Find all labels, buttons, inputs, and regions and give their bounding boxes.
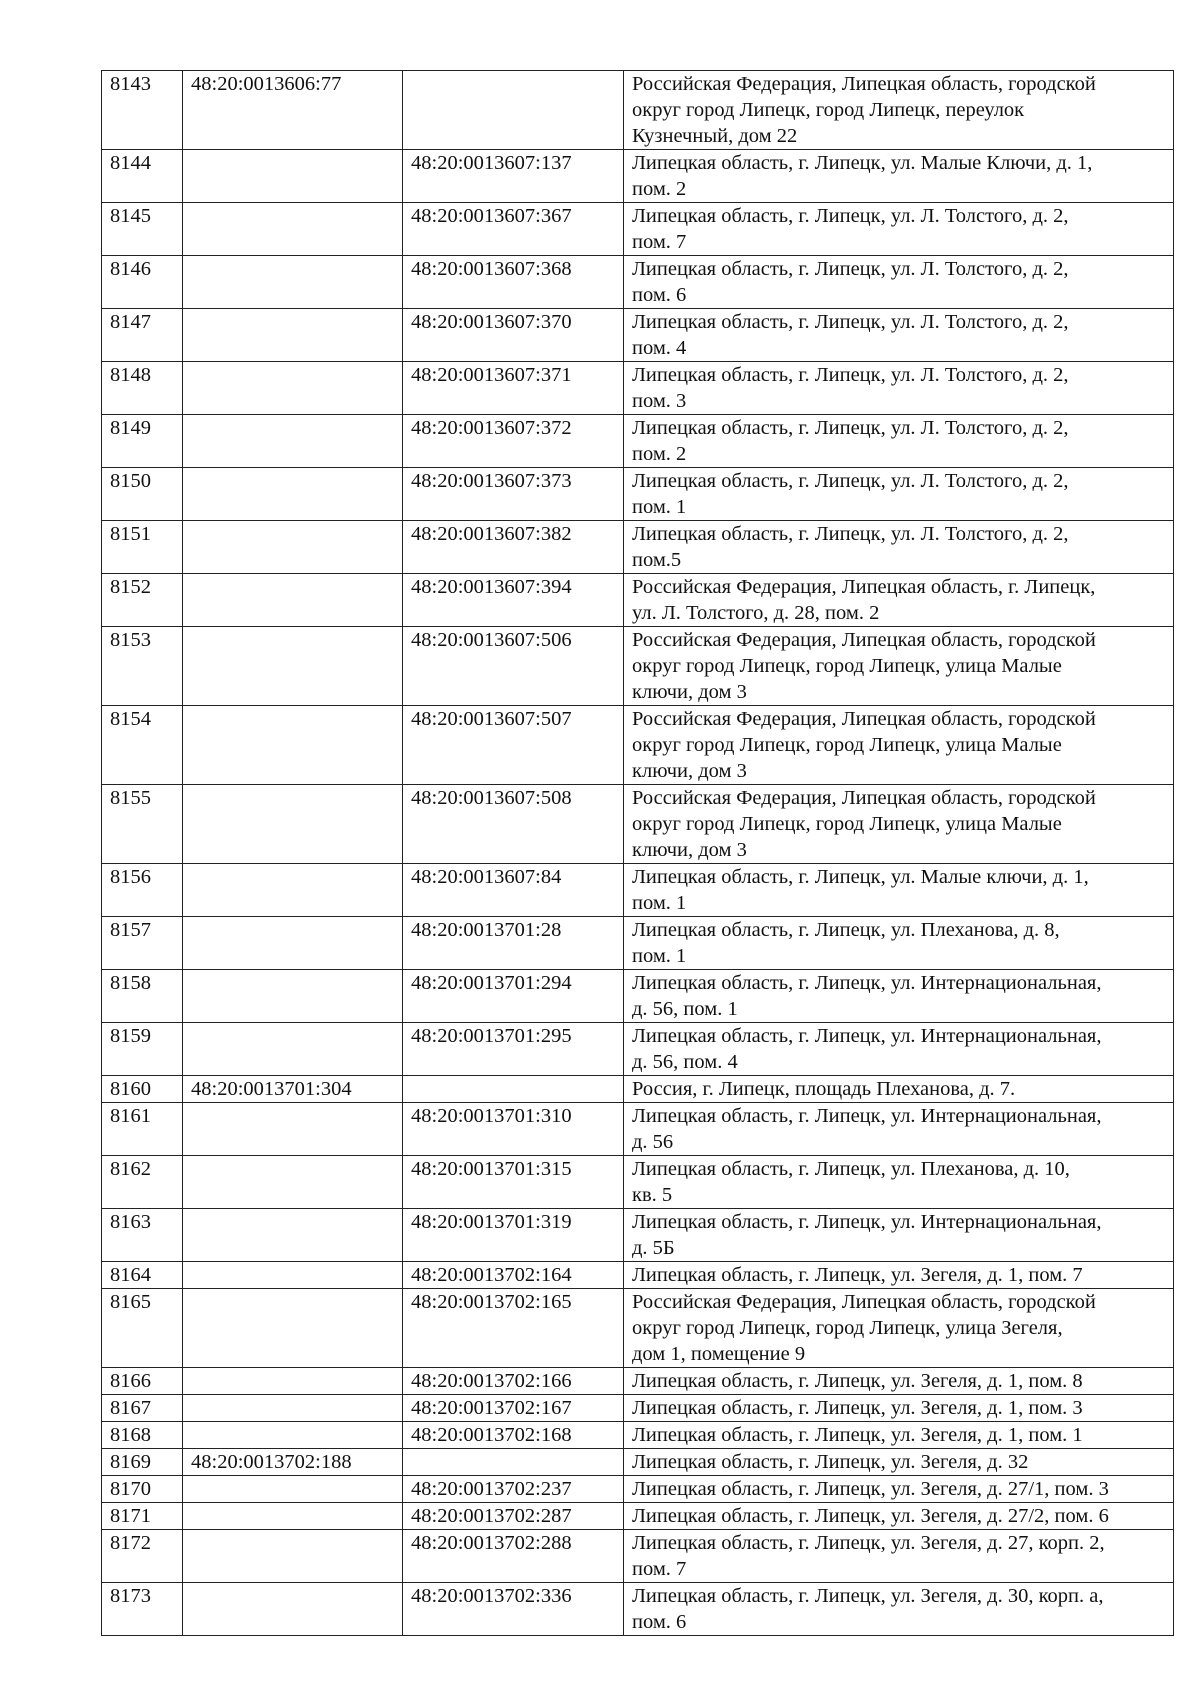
address-line: Липецкая область, г. Липецк, ул. Л. Толстого, д. 2,: [632, 311, 1069, 333]
land-parcel-cadastral-number: [183, 1476, 403, 1503]
address-line: округ город Липецк, город Липецк, улица Зегеля,: [632, 1317, 1063, 1339]
row-number: 8158: [102, 970, 183, 1023]
table-row: [102, 1395, 1174, 1422]
address-line: д. 56, пом. 1: [632, 998, 738, 1020]
address-cell: [624, 970, 1174, 1023]
row-number: 8150: [102, 468, 183, 521]
address-line: д. 56: [632, 1131, 674, 1153]
table-row: [102, 917, 1174, 970]
row-number: 8148: [102, 362, 183, 415]
row-number: 8155: [102, 785, 183, 864]
address-line: Липецкая область, г. Липецк, ул. Зегеля, д. 1, пом. 8: [632, 1370, 1083, 1392]
address-line: Российская Федерация, Липецкая область, г. Липецк,: [632, 576, 1096, 598]
object-cadastral-number: 48:20:0013701:28: [403, 917, 624, 970]
address-cell: [624, 1023, 1174, 1076]
land-parcel-cadastral-number: [183, 256, 403, 309]
table-row: [102, 1156, 1174, 1209]
address-line: Липецкая область, г. Липецк, ул. Интернациональная,: [632, 1211, 1102, 1233]
object-cadastral-number: [403, 71, 624, 150]
land-parcel-cadastral-number: [183, 1209, 403, 1262]
address-line: ключи, дом 3: [632, 839, 747, 861]
address-line: Липецкая область, г. Липецк, ул. Л. Толстого, д. 2,: [632, 523, 1069, 545]
row-number: 8161: [102, 1103, 183, 1156]
address-cell: [624, 1103, 1174, 1156]
address-line: Липецкая область, г. Липецк, ул. Интернациональная,: [632, 972, 1102, 994]
land-parcel-cadastral-number: 48:20:0013701:304: [183, 1076, 403, 1103]
table-row: [102, 362, 1174, 415]
address-line: Российская Федерация, Липецкая область, городской: [632, 73, 1096, 95]
address-cell: [624, 574, 1174, 627]
table-row: [102, 71, 1174, 150]
address-line: округ город Липецк, город Липецк, улица Малые: [632, 734, 1062, 756]
address-line: Кузнечный, дом 22: [632, 125, 798, 147]
row-number: 8162: [102, 1156, 183, 1209]
address-line: Липецкая область, г. Липецк, ул. Интернациональная,: [632, 1025, 1102, 1047]
row-number: 8160: [102, 1076, 183, 1103]
address-line: кв. 5: [632, 1184, 673, 1206]
table-row: [102, 1530, 1174, 1583]
address-cell: [624, 1156, 1174, 1209]
land-parcel-cadastral-number: [183, 150, 403, 203]
address-cell: [624, 785, 1174, 864]
row-number: 8151: [102, 521, 183, 574]
land-parcel-cadastral-number: [183, 521, 403, 574]
table-row: [102, 706, 1174, 785]
address-line: Липецкая область, г. Липецк, ул. Интернациональная,: [632, 1105, 1102, 1127]
object-cadastral-number: 48:20:0013607:394: [403, 574, 624, 627]
address-cell: [624, 150, 1174, 203]
object-cadastral-number: [403, 1449, 624, 1476]
address-line: Липецкая область, г. Липецк, ул. Л. Толстого, д. 2,: [632, 417, 1069, 439]
object-cadastral-number: 48:20:0013702:166: [403, 1368, 624, 1395]
land-parcel-cadastral-number: 48:20:0013606:77: [183, 71, 403, 150]
row-number: 8171: [102, 1503, 183, 1530]
address-line: пом.5: [632, 549, 682, 571]
land-parcel-cadastral-number: [183, 1422, 403, 1449]
land-parcel-cadastral-number: [183, 706, 403, 785]
table-row: [102, 1023, 1174, 1076]
object-cadastral-number: 48:20:0013607:84: [403, 864, 624, 917]
address-line: пом. 1: [632, 892, 687, 914]
row-number: 8143: [102, 71, 183, 150]
row-number: 8168: [102, 1422, 183, 1449]
land-parcel-cadastral-number: [183, 785, 403, 864]
address-line: округ город Липецк, город Липецк, улица Малые: [632, 813, 1062, 835]
land-parcel-cadastral-number: [183, 1368, 403, 1395]
row-number: 8149: [102, 415, 183, 468]
object-cadastral-number: 48:20:0013607:507: [403, 706, 624, 785]
object-cadastral-number: 48:20:0013702:165: [403, 1289, 624, 1368]
object-cadastral-number: 48:20:0013607:508: [403, 785, 624, 864]
address-line: Липецкая область, г. Липецк, ул. Зегеля, д. 32: [632, 1451, 1029, 1473]
address-line: Липецкая область, г. Липецк, ул. Зегеля, д. 27, корп. 2,: [632, 1532, 1105, 1554]
address-cell: [624, 627, 1174, 706]
address-line: ул. Л. Толстого, д. 28, пом. 2: [632, 602, 880, 624]
land-parcel-cadastral-number: [183, 574, 403, 627]
address-line: пом. 1: [632, 496, 687, 518]
address-cell: [624, 71, 1174, 150]
address-line: Российская Федерация, Липецкая область, городской: [632, 787, 1096, 809]
address-line: Липецкая область, г. Липецк, ул. Л. Толстого, д. 2,: [632, 205, 1069, 227]
table-row: [102, 309, 1174, 362]
address-cell: [624, 256, 1174, 309]
object-cadastral-number: [403, 1076, 624, 1103]
object-cadastral-number: 48:20:0013702:164: [403, 1262, 624, 1289]
address-cell: [624, 1449, 1174, 1476]
address-line: дом 1, помещение 9: [632, 1343, 806, 1365]
address-line: Липецкая область, г. Липецк, ул. Зегеля, д. 1, пом. 3: [632, 1397, 1083, 1419]
object-cadastral-number: 48:20:0013607:382: [403, 521, 624, 574]
object-cadastral-number: 48:20:0013701:294: [403, 970, 624, 1023]
land-parcel-cadastral-number: [183, 309, 403, 362]
address-cell: [624, 1422, 1174, 1449]
row-number: 8167: [102, 1395, 183, 1422]
object-cadastral-number: 48:20:0013702:287: [403, 1503, 624, 1530]
object-cadastral-number: 48:20:0013607:506: [403, 627, 624, 706]
object-cadastral-number: 48:20:0013607:367: [403, 203, 624, 256]
address-cell: [624, 1262, 1174, 1289]
address-line: Липецкая область, г. Липецк, ул. Зегеля, д. 1, пом. 7: [632, 1264, 1083, 1286]
row-number: 8147: [102, 309, 183, 362]
object-cadastral-number: 48:20:0013701:315: [403, 1156, 624, 1209]
address-line: Липецкая область, г. Липецк, ул. Зегеля, д. 27/1, пом. 3: [632, 1478, 1109, 1500]
address-cell: [624, 917, 1174, 970]
address-cell: [624, 1395, 1174, 1422]
table-row: [102, 203, 1174, 256]
land-parcel-cadastral-number: [183, 362, 403, 415]
object-cadastral-number: 48:20:0013607:137: [403, 150, 624, 203]
address-line: пом. 6: [632, 284, 687, 306]
object-cadastral-number: 48:20:0013702:288: [403, 1530, 624, 1583]
address-line: пом. 1: [632, 945, 687, 967]
object-cadastral-number: 48:20:0013701:310: [403, 1103, 624, 1156]
address-line: Липецкая область, г. Липецк, ул. Л. Толстого, д. 2,: [632, 258, 1069, 280]
object-cadastral-number: 48:20:0013701:295: [403, 1023, 624, 1076]
table-row: [102, 521, 1174, 574]
row-number: 8145: [102, 203, 183, 256]
address-line: Липецкая область, г. Липецк, ул. Зегеля, д. 27/2, пом. 6: [632, 1505, 1109, 1527]
table-row: [102, 1583, 1174, 1636]
row-number: 8163: [102, 1209, 183, 1262]
table-row: [102, 1449, 1174, 1476]
object-cadastral-number: 48:20:0013702:168: [403, 1422, 624, 1449]
object-cadastral-number: 48:20:0013702:336: [403, 1583, 624, 1636]
object-cadastral-number: 48:20:0013702:237: [403, 1476, 624, 1503]
address-cell: [624, 468, 1174, 521]
row-number: 8154: [102, 706, 183, 785]
land-parcel-cadastral-number: [183, 970, 403, 1023]
address-line: Российская Федерация, Липецкая область, городской: [632, 708, 1096, 730]
address-line: Липецкая область, г. Липецк, ул. Плеханова, д. 8,: [632, 919, 1060, 941]
table-row: [102, 1262, 1174, 1289]
row-number: 8169: [102, 1449, 183, 1476]
address-cell: [624, 309, 1174, 362]
row-number: 8144: [102, 150, 183, 203]
address-cell: [624, 706, 1174, 785]
table-row: [102, 1422, 1174, 1449]
address-cell: [624, 203, 1174, 256]
address-line: пом. 2: [632, 443, 687, 465]
table-row: [102, 1103, 1174, 1156]
row-number: 8172: [102, 1530, 183, 1583]
land-parcel-cadastral-number: [183, 1262, 403, 1289]
address-line: ключи, дом 3: [632, 681, 747, 703]
address-line: Россия, г. Липецк, площадь Плеханова, д. 7.: [632, 1078, 1016, 1100]
address-line: Липецкая область, г. Липецк, ул. Малые ключи, д. 1,: [632, 866, 1089, 888]
row-number: 8153: [102, 627, 183, 706]
address-cell: [624, 362, 1174, 415]
address-cell: [624, 521, 1174, 574]
address-cell: [624, 1503, 1174, 1530]
land-parcel-cadastral-number: [183, 1530, 403, 1583]
object-cadastral-number: 48:20:0013607:373: [403, 468, 624, 521]
land-parcel-cadastral-number: [183, 468, 403, 521]
row-number: 8166: [102, 1368, 183, 1395]
row-number: 8146: [102, 256, 183, 309]
table-row: [102, 1368, 1174, 1395]
address-line: округ город Липецк, город Липецк, улица Малые: [632, 655, 1062, 677]
table-row: [102, 574, 1174, 627]
land-parcel-cadastral-number: [183, 1289, 403, 1368]
land-parcel-cadastral-number: [183, 917, 403, 970]
address-cell: [624, 1289, 1174, 1368]
property-table: [101, 70, 1174, 1636]
address-line: пом. 3: [632, 390, 687, 412]
address-line: пом. 7: [632, 1558, 687, 1580]
land-parcel-cadastral-number: [183, 415, 403, 468]
land-parcel-cadastral-number: [183, 1103, 403, 1156]
object-cadastral-number: 48:20:0013607:370: [403, 309, 624, 362]
address-cell: [624, 1076, 1174, 1103]
address-line: Липецкая область, г. Липецк, ул. Плеханова, д. 10,: [632, 1158, 1070, 1180]
address-line: пом. 4: [632, 337, 687, 359]
row-number: 8164: [102, 1262, 183, 1289]
address-line: Липецкая область, г. Липецк, ул. Л. Толстого, д. 2,: [632, 364, 1069, 386]
row-number: 8152: [102, 574, 183, 627]
row-number: 8159: [102, 1023, 183, 1076]
land-parcel-cadastral-number: [183, 1583, 403, 1636]
address-line: Липецкая область, г. Липецк, ул. Малые Ключи, д. 1,: [632, 152, 1093, 174]
table-row: [102, 1209, 1174, 1262]
table-row: [102, 785, 1174, 864]
object-cadastral-number: 48:20:0013701:319: [403, 1209, 624, 1262]
land-parcel-cadastral-number: [183, 1156, 403, 1209]
row-number: 8170: [102, 1476, 183, 1503]
address-line: д. 5Б: [632, 1237, 675, 1259]
address-line: Российская Федерация, Липецкая область, городской: [632, 629, 1096, 651]
land-parcel-cadastral-number: [183, 203, 403, 256]
address-line: д. 56, пом. 4: [632, 1051, 738, 1073]
table-row: [102, 627, 1174, 706]
table-row: [102, 1503, 1174, 1530]
address-cell: [624, 1209, 1174, 1262]
table-row: [102, 864, 1174, 917]
address-cell: [624, 1583, 1174, 1636]
address-cell: [624, 1368, 1174, 1395]
table-row: [102, 468, 1174, 521]
address-line: Липецкая область, г. Липецк, ул. Зегеля, д. 1, пом. 1: [632, 1424, 1083, 1446]
land-parcel-cadastral-number: [183, 1395, 403, 1422]
object-cadastral-number: 48:20:0013702:167: [403, 1395, 624, 1422]
table-row: [102, 256, 1174, 309]
address-line: пом. 7: [632, 231, 687, 253]
land-parcel-cadastral-number: [183, 864, 403, 917]
table-row: [102, 1476, 1174, 1503]
address-cell: [624, 1530, 1174, 1583]
table-row: [102, 415, 1174, 468]
object-cadastral-number: 48:20:0013607:371: [403, 362, 624, 415]
address-line: ключи, дом 3: [632, 760, 747, 782]
table-body: [102, 71, 1174, 1636]
land-parcel-cadastral-number: [183, 1023, 403, 1076]
land-parcel-cadastral-number: 48:20:0013702:188: [183, 1449, 403, 1476]
address-cell: [624, 1476, 1174, 1503]
address-line: Липецкая область, г. Липецк, ул. Л. Толстого, д. 2,: [632, 470, 1069, 492]
address-line: Российская Федерация, Липецкая область, городской: [632, 1291, 1096, 1313]
row-number: 8156: [102, 864, 183, 917]
address-line: пом. 2: [632, 178, 687, 200]
row-number: 8173: [102, 1583, 183, 1636]
land-parcel-cadastral-number: [183, 627, 403, 706]
land-parcel-cadastral-number: [183, 1503, 403, 1530]
row-number: 8165: [102, 1289, 183, 1368]
table-row: [102, 970, 1174, 1023]
object-cadastral-number: 48:20:0013607:368: [403, 256, 624, 309]
table-row: [102, 150, 1174, 203]
row-number: 8157: [102, 917, 183, 970]
object-cadastral-number: 48:20:0013607:372: [403, 415, 624, 468]
address-cell: [624, 864, 1174, 917]
address-line: пом. 6: [632, 1611, 687, 1633]
address-cell: [624, 415, 1174, 468]
address-line: округ город Липецк, город Липецк, переулок: [632, 99, 1025, 121]
table-row: [102, 1076, 1174, 1103]
address-line: Липецкая область, г. Липецк, ул. Зегеля, д. 30, корп. а,: [632, 1585, 1104, 1607]
table-row: [102, 1289, 1174, 1368]
